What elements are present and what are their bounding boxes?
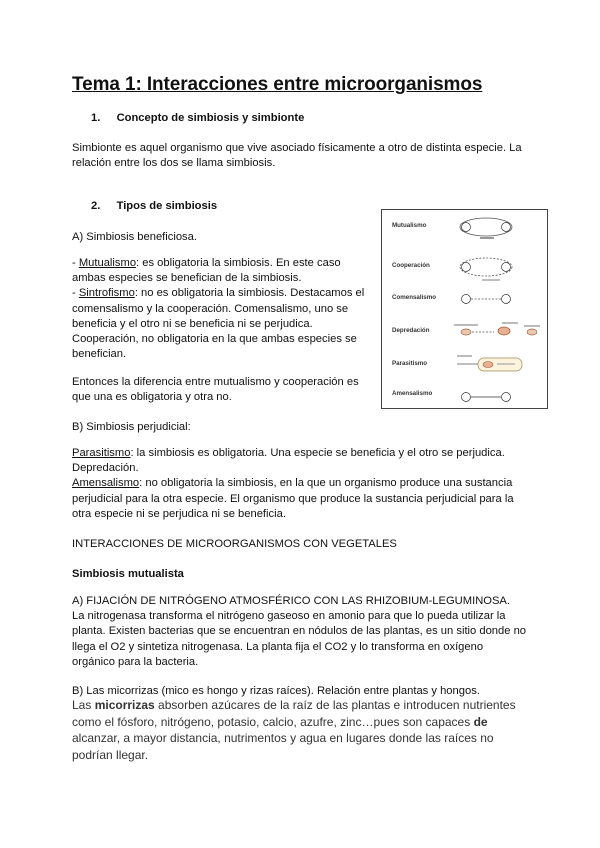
text-fragment-bold: de	[473, 714, 488, 729]
mycorrhiza-paragraph	[72, 697, 516, 763]
mutualism-drawing	[460, 218, 512, 238]
text-line: comensalismo y la cooperación. Comensalismo, uno se	[72, 302, 349, 315]
text-line: Entonces la diferencia entre mutualismo y cooperación es	[72, 376, 359, 388]
term-micorrizas: micorrizas	[94, 698, 155, 712]
diagram-label-parasitismo: Parasitismo	[392, 360, 428, 367]
diagram-label-mutualismo: Mutualismo	[392, 222, 427, 229]
predation-drawing	[454, 323, 540, 335]
text-fragment: : la simbiosis es obligatoria. Una especie se beneficia y el otro se perjudica.	[130, 447, 505, 459]
text-fragment: : no es obligatoria la simbiosis. Destacamos el	[134, 287, 365, 300]
text-fragment: Las	[72, 698, 95, 712]
text-line: Simbionte es aquel organismo que vive asociado físicamente a otro de distinta especie. La	[72, 142, 522, 154]
text-line: - Mutualismo: es obligatoria la simbiosis. En este caso	[72, 257, 341, 269]
text-line: - Sintrofismo: no es obligatoria la simbiosis. Destacamos el	[72, 287, 365, 300]
text-line	[72, 446, 514, 461]
parasitism-drawing	[457, 356, 522, 371]
diagram-label-amensalismo: Amensalismo	[392, 390, 433, 397]
text-line: llega el O2 y sintetiza nitrogenasa. La planta fija el CO2 y lo transforma en oxígeno	[72, 640, 484, 653]
text-line: benefician.	[72, 348, 127, 361]
nitrogen-paragraph	[72, 594, 526, 670]
text-fragment: : es obligatoria la simbiosis. En este caso	[136, 257, 341, 269]
commensalism-drawing	[462, 295, 511, 304]
diagram-label-depredacion: Depredación	[392, 327, 430, 334]
difference-paragraph	[72, 375, 359, 405]
text-line: otra especie ni se perjudica ni se beneficia.	[72, 507, 286, 520]
diagram-label-comensalismo: Comensalismo	[392, 294, 437, 301]
section-3-heading: INTERACCIONES DE MICROORGANISMOS CON VEGETALES	[72, 538, 397, 550]
text-line	[72, 476, 514, 491]
section-1-number: 1.	[91, 112, 101, 124]
harmful-paragraph	[72, 446, 514, 522]
section-3-subheading: Simbiosis mutualista	[72, 568, 184, 580]
term-amensalismo: Amensalismo	[72, 477, 140, 490]
symbiosis-diagram	[381, 209, 548, 409]
cooperation-drawing	[460, 258, 512, 280]
mycorrhiza-title: B) Las micorrizas (mico es hongo y rizas raíces). Relación entre plantas y hongos.	[72, 685, 480, 697]
text-line: beneficia y el otro ni se beneficia ni se perjudica.	[72, 317, 313, 330]
text-line: podrían llegar.	[72, 747, 149, 762]
text-fragment: como el fósforo, nitrógeno, potasio, calcio, azufre, zinc…pues son capaces	[72, 714, 474, 729]
text-line: Depredación.	[72, 462, 139, 475]
text-line	[72, 714, 516, 731]
mutualism-paragraph	[72, 256, 364, 362]
text-line: que una es obligatoria y otra no.	[72, 391, 232, 404]
text-line: ambas especies se benefician de la simbiosis.	[72, 272, 302, 285]
text-line: relación entre los dos se llama simbiosis.	[72, 157, 276, 170]
text-line: alcanzar, a mayor distancia, nutrimentos y agua en lugares donde las raíces no	[72, 731, 494, 745]
text-fragment: : no obligatoria la simbiosis, en la que un organismo produce una sustancia	[139, 477, 513, 490]
subheading-harmful: B) Simbiosis perjudicial:	[72, 421, 191, 433]
text-line: Cooperación, no obligatoria en la que ambas especies se	[72, 333, 357, 346]
text-line: A) FIJACIÓN DE NITRÓGENO ATMOSFÉRICO CON LAS RHIZOBIUM-LEGUMINOSA.	[72, 595, 511, 607]
amensalism-drawing	[462, 393, 511, 402]
section-1-heading	[91, 112, 304, 124]
page-title: Tema 1: Interacciones entre microorganismos	[72, 74, 483, 95]
term-mutualismo: Mutualismo	[78, 257, 137, 269]
text-line: orgánico para la bacteria.	[72, 655, 199, 668]
subheading-beneficial: A) Simbiosis beneficiosa.	[72, 231, 197, 243]
text-fragment: absorben azúcares de la raíz de las plantas e introducen nutrientes	[154, 698, 516, 712]
diagram-label-cooperacion: Cooperación	[392, 262, 430, 269]
term-parasitismo: Parasitismo	[72, 447, 131, 459]
section-1-body	[72, 141, 522, 171]
section-2-heading	[91, 200, 217, 212]
section-2-number: 2.	[91, 200, 101, 212]
text-line: planta. Existen bacterias que se encuentran en nódulos de las plantas, es un sitio donde no	[72, 625, 527, 638]
term-sintrofismo: Sintrofismo	[78, 287, 135, 300]
diagram-drawings	[382, 210, 547, 408]
text-line: perjudicial para la otra especie. El organismo que produce la sustancia perjudicial para la	[72, 492, 514, 505]
text-line	[72, 697, 516, 714]
section-2-title: Tipos de simbiosis	[116, 200, 218, 212]
text-line: La nitrogenasa transforma el nitrógeno gaseoso en amonio para que lo pueda utilizar la	[72, 610, 506, 623]
section-1-title: Concepto de simbiosis y simbionte	[116, 112, 305, 124]
